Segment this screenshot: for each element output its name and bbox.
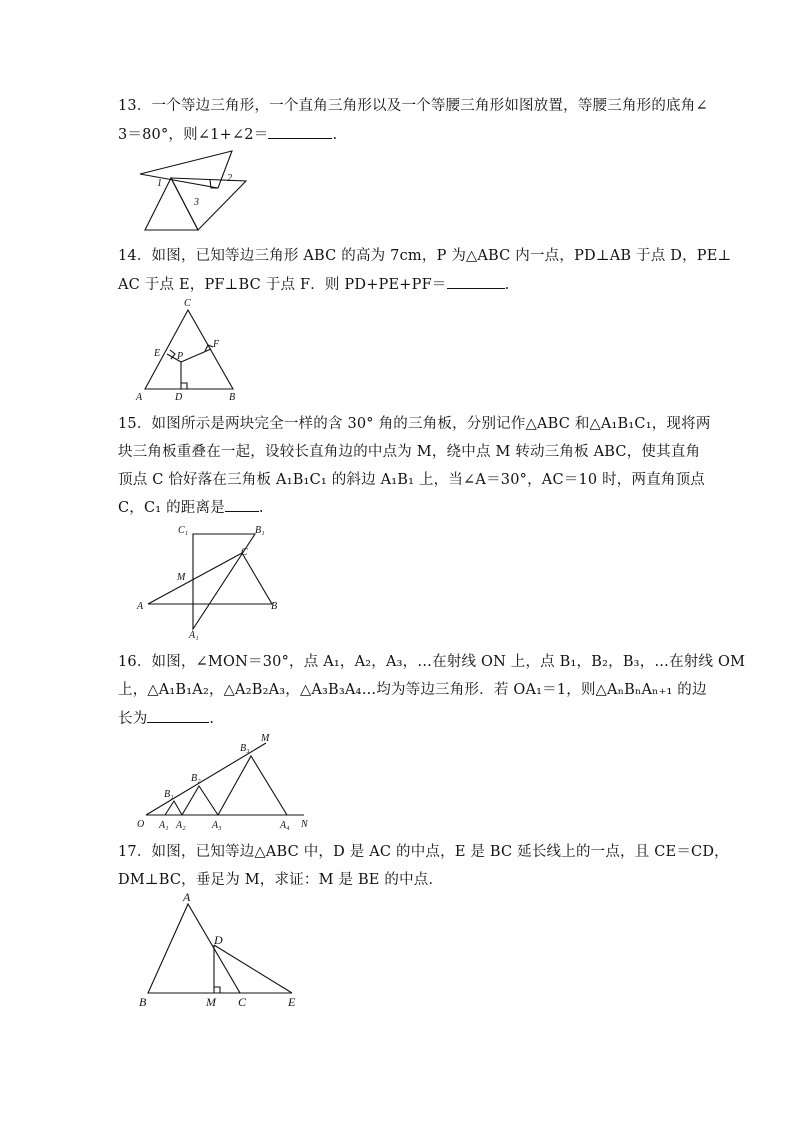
q14-label-d: D xyxy=(175,392,183,403)
q17-right-angle-m xyxy=(214,987,220,993)
q17-label-m: M xyxy=(206,995,216,1009)
q17-figure xyxy=(134,888,309,1016)
q14-line-1: 14．如图，已知等边三角形 ABC 的高为 7cm，P 为△ABC 内一点，PD⊥AB 于点 D，PE⊥ xyxy=(118,248,732,264)
q16-label-m: M xyxy=(261,733,270,744)
q16-label-b1: B₁ xyxy=(164,789,174,800)
q15-line-4-end: . xyxy=(258,500,264,516)
q17-label-e: E xyxy=(288,995,296,1009)
q16-line-3 xyxy=(118,708,214,729)
q16-label-a4: A₄ xyxy=(280,820,290,831)
q16-label-b2: B₂ xyxy=(191,773,201,784)
q15-line-1: 15．如图所示是两块完全一样的含 30° 角的三角板，分别记作△ABC 和△A₁B₁C₁，现将两 xyxy=(118,416,711,432)
q13-figure xyxy=(138,148,258,238)
q15-label-b1: B₁ xyxy=(255,525,265,536)
q14-line-2-text: AC 于点 E，PF⊥BC 于点 F．则 PD+PE+PF＝ xyxy=(118,277,447,293)
q13-label-2: 2 xyxy=(227,173,232,184)
q16-line-1: 16．如图，∠MON＝30°，点 A₁，A₂，A₃，…在射线 ON 上，点 B₁，B₂，B₃，…在射线 OM xyxy=(118,654,746,670)
q14-label-e: E xyxy=(154,348,161,359)
q14-label-b: B xyxy=(229,392,236,403)
q14-label-a: A xyxy=(136,392,143,403)
q17-label-a: A xyxy=(183,890,191,904)
q13-answer-blank[interactable] xyxy=(268,124,332,139)
q13-label-1: 1 xyxy=(157,178,162,189)
q14-line-2-end: . xyxy=(504,277,510,293)
q16-label-a2: A₂ xyxy=(176,820,186,831)
q16-triangle-1 xyxy=(165,801,182,815)
q16-label-a3: A₃ xyxy=(212,820,222,831)
q13-line-1: 13．一个等边三角形，一个直角三角形以及一个等腰三角形如图放置，等腰三角形的底角∠ xyxy=(118,98,708,114)
q13-line-2-end: . xyxy=(332,127,338,143)
q16-label-n: N xyxy=(301,819,308,830)
q16-label-o: O xyxy=(137,819,145,830)
q15-label-m: M xyxy=(177,572,186,583)
q13-right-triangle xyxy=(140,151,232,188)
q15-triangle-abc xyxy=(148,553,272,604)
q14-line-2 xyxy=(118,274,509,295)
q14-right-angle-d xyxy=(181,383,187,389)
q14-label-c: C xyxy=(184,298,191,309)
q17-line-1: 17．如图，已知等边△ABC 中，D 是 AC 的中点，E 是 BC 延长线上的一点，且 CE＝CD， xyxy=(118,844,729,860)
q15-line-3: 顶点 C 恰好落在三角板 A₁B₁C₁ 的斜边 A₁B₁ 上，当∠A＝30°，AC＝10 时，两直角顶点 xyxy=(118,472,706,488)
q13-line-2 xyxy=(118,124,337,145)
q14-label-p: P xyxy=(177,351,184,362)
q16-figure xyxy=(134,728,319,836)
q13-line-2-text: 3＝80°，则∠1+∠2＝ xyxy=(118,127,269,143)
q16-line-3-end: . xyxy=(209,711,215,727)
q15-label-a1: A₁ xyxy=(189,630,199,641)
q15-line-2: 块三角板重叠在一起，设较长直角边的中点为 M，绕中点 M 转动三角板 ABC，使其直角 xyxy=(118,444,701,460)
q15-label-c: C xyxy=(241,547,248,558)
q17-label-b: B xyxy=(139,995,147,1009)
q16-triangle-3 xyxy=(218,756,287,815)
q14-segment-pf xyxy=(181,349,211,362)
q16-line-3-text: 长为 xyxy=(118,711,148,727)
q14-label-f: F xyxy=(213,339,220,350)
q17-label-d: D xyxy=(214,933,223,947)
q16-answer-blank[interactable] xyxy=(147,708,209,723)
q13-label-3: 3 xyxy=(194,197,199,208)
q15-line-4-text: C，C₁ 的距离是 xyxy=(118,500,225,516)
q14-answer-blank[interactable] xyxy=(447,274,505,289)
q15-label-c1: C₁ xyxy=(178,525,189,536)
q15-line-4 xyxy=(118,497,264,518)
q16-label-b3: B₃ xyxy=(240,743,250,754)
q15-label-a: A xyxy=(137,601,144,612)
q15-figure xyxy=(134,520,294,645)
q17-label-c: C xyxy=(238,995,247,1009)
q15-label-b: B xyxy=(271,601,278,612)
q14-figure xyxy=(134,296,249,404)
q15-answer-blank[interactable] xyxy=(225,497,259,512)
q16-label-a1: A₁ xyxy=(159,820,169,831)
q17-line-2: DM⊥BC，垂足为 M，求证：M 是 BE 的中点． xyxy=(118,872,444,888)
q17-triangle-abc xyxy=(148,904,240,993)
q13-equilateral-triangle xyxy=(145,178,198,230)
q16-line-2: 上，△A₁B₁A₂，△A₂B₂A₃，△A₃B₃A₄…均为等边三角形．若 OA₁＝1，则△AₙBₙAₙ₊₁ 的边 xyxy=(118,682,707,698)
